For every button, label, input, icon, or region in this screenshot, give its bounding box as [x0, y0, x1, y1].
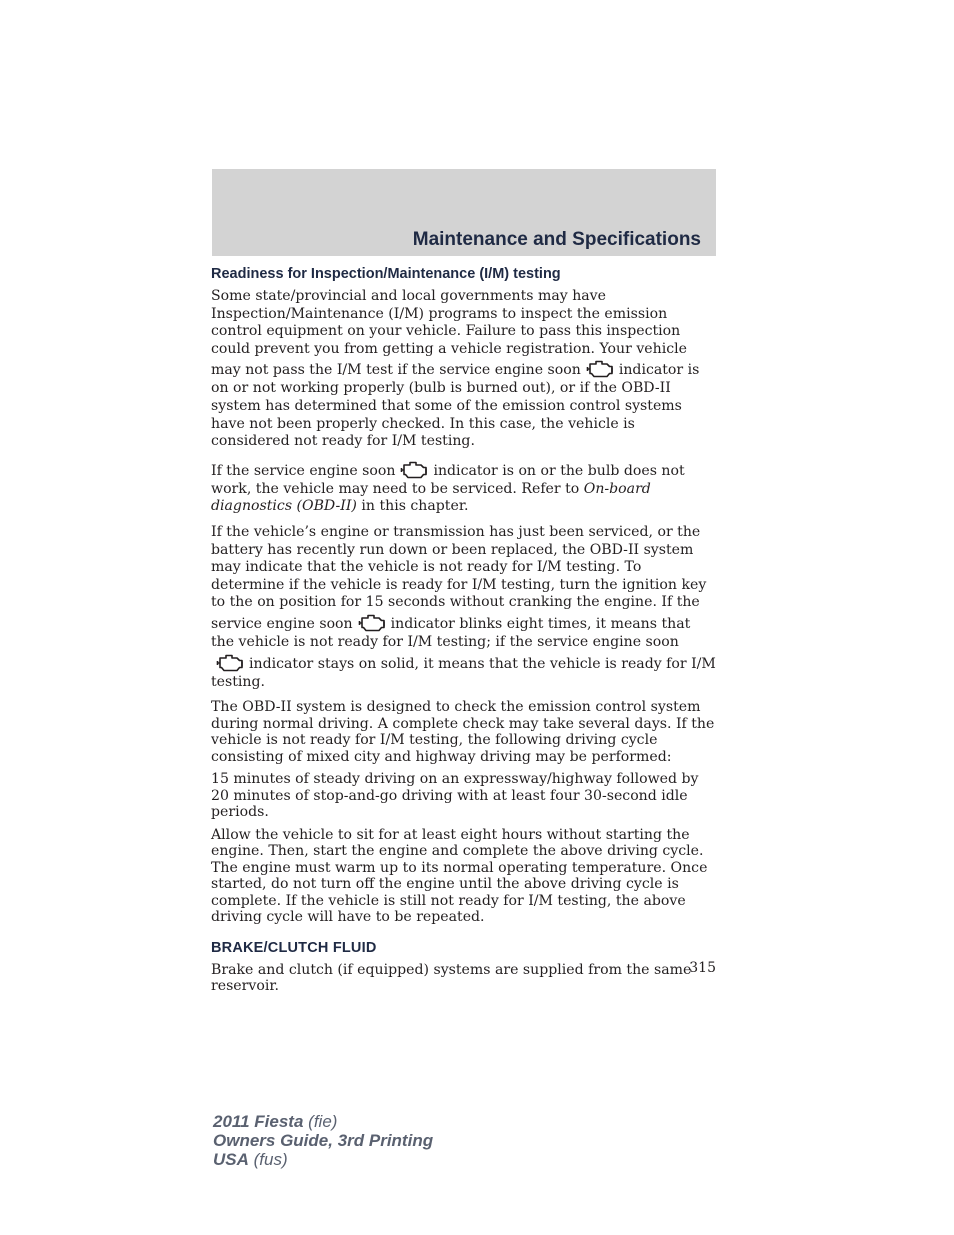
page-number: 315 — [689, 960, 716, 976]
paragraph-text: indicator is on or the bulb does not work, the vehicle may need to be serviced. Refer to — [211, 462, 685, 497]
paragraph-brake-clutch: Brake and clutch (if equipped) systems are supplied from the same reservoir. — [211, 961, 692, 995]
main-content — [211, 266, 716, 1001]
paragraph-obd-system: The OBD-II system is designed to check the emission control system during normal driving. A complete check may take several days. If the vehicle is not ready for I/M testing, the following driving cycle consisting of mixed city and highway driving may be performed: — [211, 699, 715, 765]
paragraph-indicator-on — [211, 459, 716, 516]
footer-market-code: (fus) — [253, 1150, 288, 1169]
paragraph-im-programs — [211, 288, 716, 451]
footer-line-guide — [213, 1131, 433, 1150]
section-heading-im-testing: Readiness for Inspection/Maintenance (I/M) testing — [211, 266, 561, 282]
section-heading-brake-clutch-fluid: BRAKE/CLUTCH FLUID — [211, 939, 377, 956]
paragraph-recently-serviced — [211, 524, 716, 691]
paragraph-text: indicator is on or not working properly (bulb is burned out), or if the OBD-II system has determined that some of the emission control systems have not been properly checked. In this case, the vehicle is considered not ready for I/M testing. — [211, 362, 700, 450]
footer-model-code: (fie) — [308, 1112, 338, 1131]
footer-market: USA — [213, 1150, 249, 1169]
paragraph-driving-cycle: 15 minutes of steady driving on an expressway/highway followed by 20 minutes of stop-and-go driving with at least four 30-second idle periods. — [211, 771, 699, 821]
service-engine-soon-icon — [215, 652, 245, 674]
header-band — [212, 169, 716, 256]
paragraph-text: If the vehicle’s engine or transmission has just been serviced, or the battery has recently run down or been replaced, the OBD-II system may indicate that the vehicle is not ready for I/M testing. To determine if the vehicle is ready for I/M testing, turn the ignition key to the on position for 15 seconds without cranking the engine. If the service engine soon — [211, 523, 707, 632]
footer-line-market — [213, 1150, 433, 1169]
footer-line-model — [213, 1112, 433, 1131]
paragraph-text: indicator blinks eight times, it means that the vehicle is not ready for I/M testing; if the service engine soon — [211, 615, 691, 650]
document-footer — [213, 1112, 433, 1169]
paragraph-text: indicator stays on solid, it means that the vehicle is ready for I/M testing. — [211, 655, 716, 690]
paragraph-text: Some state/provincial and local governments may have Inspection/Maintenance (I/M) programs to inspect the emission control equipment on your vehicle. Failure to pass this inspection could prevent you from getting a vehicle registration. Your vehicle may not pass the I/M test if the service engine soon — [211, 288, 687, 379]
paragraph-allow-vehicle-sit: Allow the vehicle to sit for at least eight hours without starting the engine. Then, start the engine and complete the above driving cycle. The engine must warm up to its normal operating temperature. Once started, do not turn off the engine until the above driving cycle is complete. If the vehicle is still not ready for I/M testing, the above driving cycle will have to be repeated. — [211, 826, 708, 926]
footer-model: 2011 Fiesta — [213, 1112, 304, 1131]
paragraph-text: in this chapter. — [361, 498, 469, 515]
page-title: Maintenance and Specifications — [412, 229, 701, 250]
paragraph-text: If the service engine soon — [211, 462, 396, 479]
service-engine-soon-icon — [357, 612, 387, 634]
obd-reference-link-text: On-board diagnostics (OBD-II) — [211, 480, 651, 515]
footer-guide: Owners Guide, 3rd Printing — [213, 1131, 434, 1150]
service-engine-soon-icon — [585, 358, 615, 380]
service-engine-soon-icon — [399, 459, 429, 481]
